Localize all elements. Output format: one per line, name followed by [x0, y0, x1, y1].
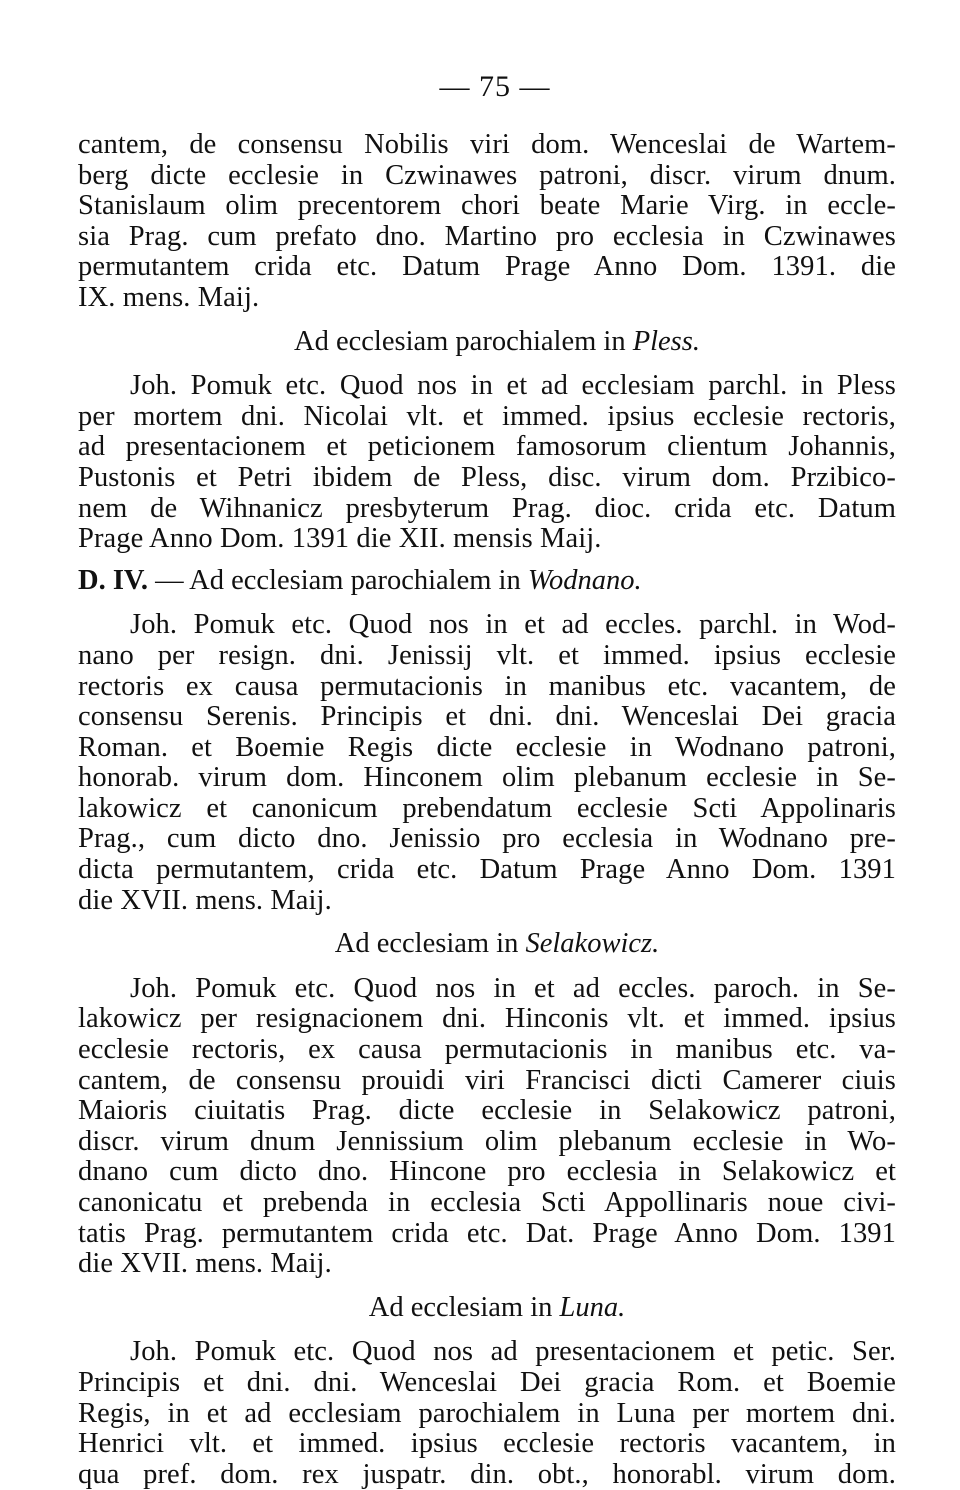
text-line: discr. virum dnum Jennissium olim plebanum ecclesie in Wo- [78, 1125, 896, 1157]
text-line: Prage Anno Dom. 1391 die XII. mensis Maij. [78, 523, 602, 555]
entry-paragraph [78, 1337, 896, 1490]
text-line: lakowicz per resignacionem dni. Hinconis vlt. et immed. ipsius [78, 1003, 896, 1035]
text-line: nano per resign. dni. Jenissij vlt. et immed. ipsius ecclesie [78, 639, 896, 671]
heading-text: — Ad ecclesiam parochialem in [155, 564, 521, 596]
entry-paragraph [78, 371, 896, 555]
text-line: die XVII. mens. Maij. [78, 884, 332, 916]
text-line: cantem, de consensu Nobilis viri dom. Wenceslai de Wartem- [78, 129, 896, 160]
heading-text: Ad ecclesiam parochialem in [294, 325, 626, 357]
text-line: Henrici vlt. et immed. ipsius ecclesie rectoris vacantem, in [78, 1428, 896, 1460]
text-line: Prag., cum dicto dno. Jenissio pro ecclesia in Wodnano pre- [78, 823, 896, 855]
text-line: qua pref. dom. rex juspatr. din. obt., honorabl. virum dom. [78, 1458, 896, 1490]
text-line: consensu Serenis. Principis et dni. dni. Wenceslai Dei gracia [78, 701, 896, 733]
day-label: D. IV. [78, 564, 148, 596]
text-line: nem de Wihnanicz presbyterum Prag. dioc. crida etc. Datum [78, 492, 896, 524]
entry-paragraph [78, 974, 896, 1280]
text-line: dicta permutantem, crida etc. Datum Prage Anno Dom. 1391 [78, 854, 896, 886]
day-heading [78, 566, 896, 597]
entry-heading [78, 1293, 896, 1324]
document-body [78, 130, 896, 1490]
text-line: ad presentacionem et peticionem famosorum clientum Johannis, [78, 431, 896, 463]
page-number: — 75 — [439, 70, 551, 103]
text-line: Stanislaum olim precentorem chori beate Marie Virg. in eccle- [78, 190, 896, 222]
text-line: die XVII. mens. Maij. [78, 1248, 332, 1280]
text-line: Roman. et Boemie Regis dicte ecclesie in Wodnano patroni, [78, 731, 896, 763]
text-line: sia Prag. cum prefato dno. Martino pro ecclesia in Czwinawes [78, 220, 896, 252]
heading-text: Ad ecclesiam in [334, 928, 519, 960]
text-line: rectoris ex causa permutacionis in manibus etc. vacantem, de [78, 670, 896, 702]
text-line: IX. mens. Maij. [78, 281, 260, 313]
text-line: tatis Prag. permutantem crida etc. Dat. Prage Anno Dom. 1391 [78, 1217, 896, 1249]
entry-paragraph [78, 130, 896, 314]
text-line: canonicatu et prebenda in ecclesia Scti Appollinaris noue civi- [78, 1187, 896, 1218]
heading-place: Wodnano. [527, 564, 642, 596]
heading-place: Selakowicz. [525, 928, 660, 960]
entry-heading [78, 327, 896, 358]
text-line: cantem, de consensu prouidi viri Francisci dicti Camerer ciuis [78, 1064, 896, 1096]
text-line: Joh. Pomuk etc. Quod nos ad presentacionem et petic. Ser. [130, 1336, 896, 1368]
heading-place: Pless. [632, 325, 700, 357]
text-line: Regis, in et ad ecclesiam parochialem in Luna per mortem dni. [78, 1397, 896, 1429]
heading-place: Luna. [559, 1291, 626, 1323]
text-line: per mortem dni. Nicolai vlt. et immed. ipsius ecclesie rectoris, [78, 400, 896, 432]
text-line: dnano cum dicto dno. Hincone pro ecclesia in Selakowicz et [78, 1156, 896, 1188]
text-line: Joh. Pomuk etc. Quod nos in et ad eccles. paroch. in Se- [130, 972, 896, 1004]
entry-heading [78, 929, 896, 960]
text-line: Pustonis et Petri ibidem de Pless, disc. virum dom. Przibico- [78, 461, 896, 493]
text-line: ecclesie rectoris, ex causa permutacionis in manibus etc. va- [78, 1034, 896, 1066]
text-line: honorab. virum dom. Hinconem olim plebanum ecclesie in Se- [78, 762, 896, 794]
text-line: permutantem crida etc. Datum Prage Anno Dom. 1391. die [78, 251, 896, 283]
entry-paragraph [78, 610, 896, 916]
text-line: Joh. Pomuk etc. Quod nos in et ad ecclesiam parchl. in Pless [130, 370, 896, 402]
text-line: Maioris ciuitatis Prag. dicte ecclesie in Selakowicz patroni, [78, 1095, 896, 1127]
text-line: berg dicte ecclesie in Czwinawes patroni, discr. virum dnum. [78, 159, 896, 191]
text-line: Principis et dni. dni. Wenceslai Dei gracia Rom. et Boemie [78, 1366, 896, 1398]
heading-text: Ad ecclesiam in [368, 1291, 553, 1323]
text-line: lakowicz et canonicum prebendatum ecclesie Scti Appolinaris [78, 792, 896, 824]
text-line: Joh. Pomuk etc. Quod nos in et ad eccles. parchl. in Wod- [130, 609, 896, 641]
